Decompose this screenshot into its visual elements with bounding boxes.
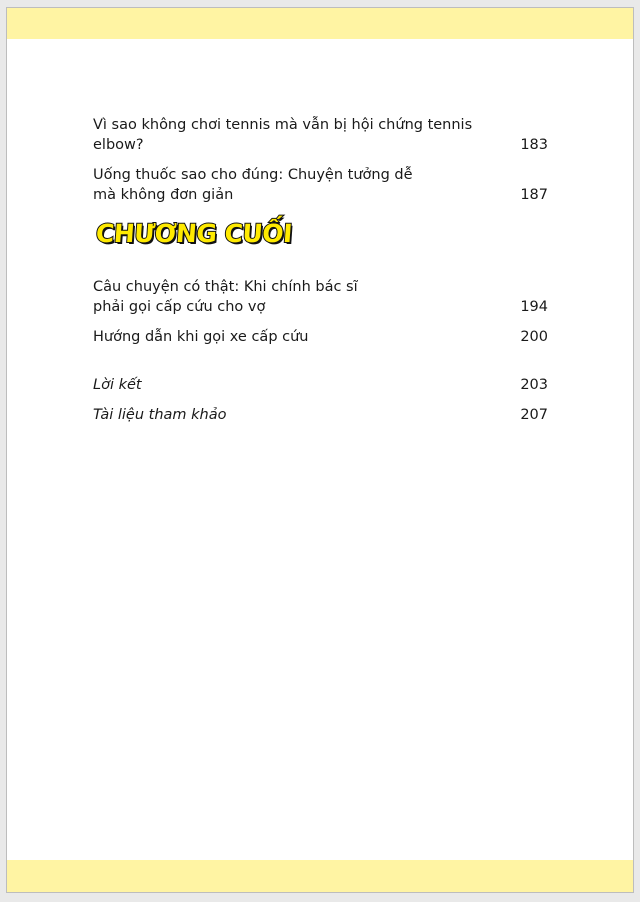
toc-section-2 bbox=[93, 277, 548, 347]
toc-entry[interactable] bbox=[93, 327, 548, 347]
toc-entry-title: Tài liệu tham khảo bbox=[93, 407, 227, 423]
toc-section-1 bbox=[93, 115, 548, 205]
toc-entry[interactable] bbox=[93, 165, 548, 205]
toc-entry-page: 187 bbox=[520, 187, 548, 203]
toc-entry-page: 194 bbox=[520, 299, 548, 315]
top-band bbox=[7, 8, 633, 39]
toc-entry-title: Lời kết bbox=[93, 377, 142, 393]
book-page bbox=[6, 7, 634, 893]
toc-entry[interactable] bbox=[93, 375, 548, 395]
toc-entry-page: 200 bbox=[520, 329, 548, 345]
toc-entry-title: Vì sao không chơi tennis mà vẫn bị hội chứng tennis elbow? bbox=[93, 117, 473, 153]
toc-entry-title: Câu chuyện có thật: Khi chính bác sĩ phải gọi cấp cứu cho vợ bbox=[93, 279, 358, 315]
toc-entry[interactable] bbox=[93, 405, 548, 425]
toc-section-3 bbox=[93, 375, 548, 425]
toc-entry-page: 203 bbox=[520, 377, 548, 393]
toc-entry-page: 183 bbox=[520, 137, 548, 153]
toc-entry[interactable] bbox=[93, 115, 548, 155]
toc-entry[interactable] bbox=[93, 277, 548, 317]
chapter-heading: CHƯƠNG CUỐI bbox=[94, 219, 293, 248]
toc-entry-page: 207 bbox=[520, 407, 548, 423]
bottom-band bbox=[7, 860, 633, 892]
toc-entry-title: Hướng dẫn khi gọi xe cấp cứu bbox=[93, 329, 309, 345]
toc-entry-title: Uống thuốc sao cho đúng: Chuyện tưởng dễ mà không đơn giản bbox=[93, 167, 413, 203]
